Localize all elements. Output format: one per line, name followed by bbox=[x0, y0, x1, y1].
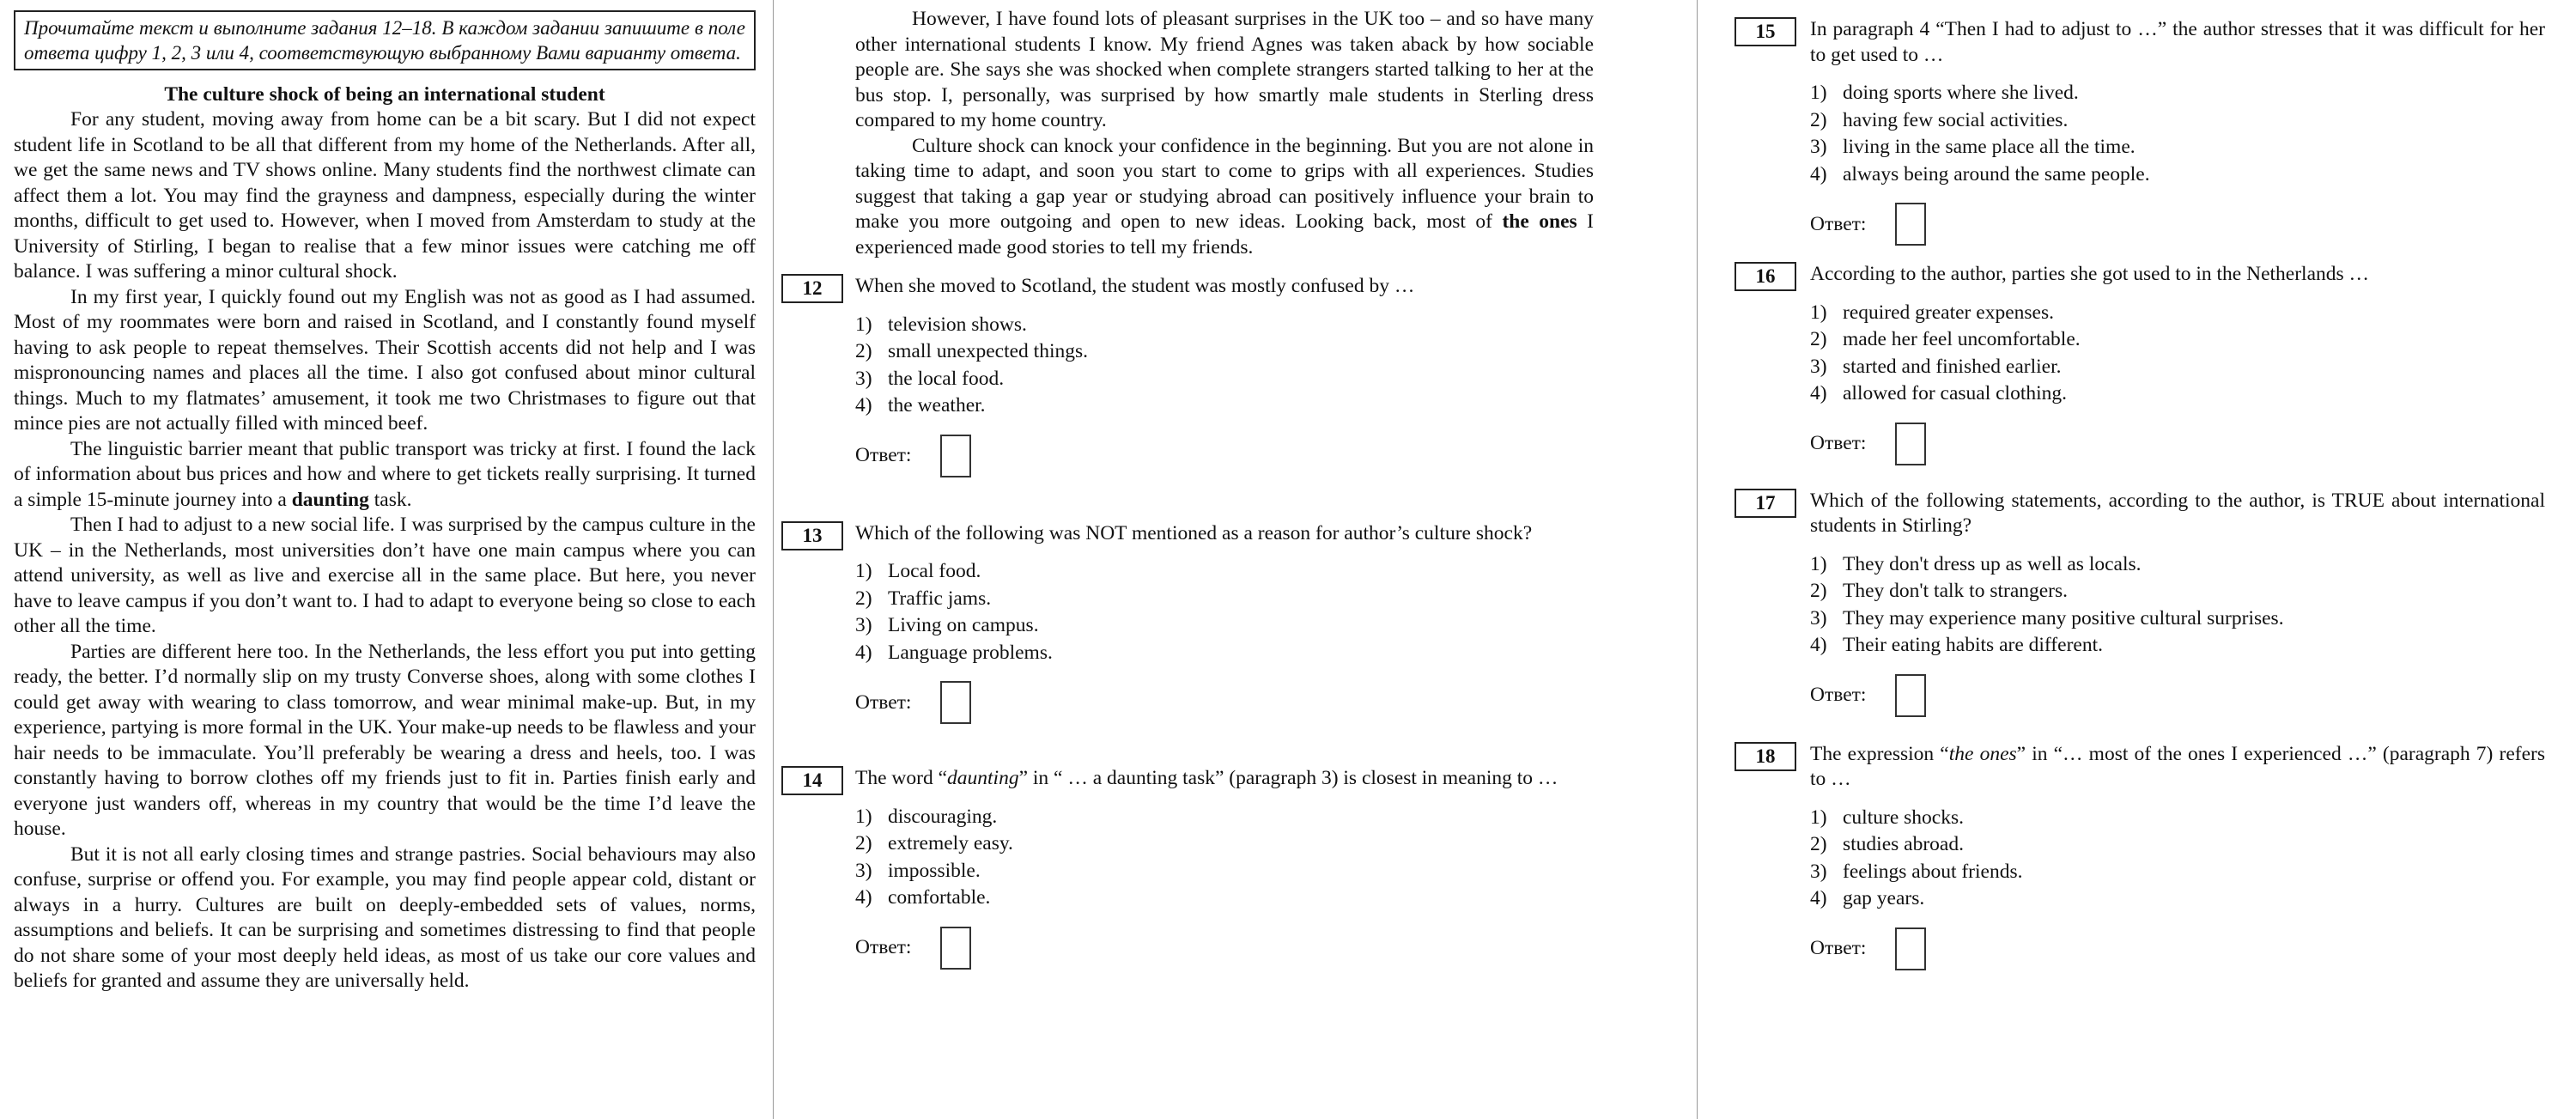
answer-option bbox=[855, 312, 1594, 339]
option-text: They don't talk to strangers. bbox=[1843, 580, 2069, 602]
option-number: 2) bbox=[855, 587, 872, 610]
question-text: Which of the following statements, according to the author, is TRUE about international students in Stirling? bbox=[1810, 489, 2545, 537]
option-text: feelings about friends. bbox=[1843, 860, 2023, 883]
answer-options bbox=[1810, 805, 2545, 913]
option-text: living in the same place all the time. bbox=[1843, 136, 2136, 158]
answer-row bbox=[1810, 202, 2545, 246]
option-text: small unexpected things. bbox=[888, 340, 1088, 362]
option-number: 4) bbox=[1810, 382, 1827, 404]
question-text: According to the author, parties she got used to in the Netherlands … bbox=[1810, 263, 2370, 285]
option-text: They don't dress up as well as locals. bbox=[1843, 552, 2142, 575]
question-number: 12 bbox=[781, 274, 843, 303]
question-text: Which of the following was NOT mentioned as a reason for author’s culture shock? bbox=[855, 521, 1533, 544]
question-17 bbox=[1735, 489, 2545, 718]
question-number: 17 bbox=[1735, 489, 1796, 518]
question-number: 13 bbox=[781, 521, 843, 550]
option-text: Language problems. bbox=[888, 641, 1053, 664]
answer-option bbox=[1810, 300, 2545, 327]
answer-box[interactable] bbox=[1895, 674, 1926, 717]
option-number: 1) bbox=[1810, 806, 1827, 829]
option-text: allowed for casual clothing. bbox=[1843, 382, 2068, 404]
option-text: extremely easy. bbox=[888, 832, 1013, 854]
paragraph-3-text: The linguistic barrier meant that public transport was tricky at first. I found the lack of information about bus prices and how and where to get tickets really surprising. It turned a simple 15-minute journey into a daunting task. bbox=[14, 437, 756, 511]
option-number: 1) bbox=[1810, 82, 1827, 104]
option-text: gap years. bbox=[1843, 887, 1925, 909]
option-text: required greater expenses. bbox=[1843, 301, 2054, 324]
answer-label: Ответ: bbox=[855, 936, 912, 958]
answer-option bbox=[1810, 134, 2545, 161]
answer-label: Ответ: bbox=[855, 690, 912, 714]
answer-options bbox=[1810, 80, 2545, 188]
answer-row bbox=[855, 680, 1594, 725]
answer-option bbox=[1810, 354, 2545, 381]
answer-option bbox=[1810, 632, 2545, 660]
option-number: 1) bbox=[1810, 552, 1827, 575]
answer-option bbox=[1810, 885, 2545, 913]
option-number: 3) bbox=[1810, 860, 1827, 883]
option-text: doing sports where she lived. bbox=[1843, 82, 2079, 104]
answer-option bbox=[855, 392, 1594, 420]
answer-box[interactable] bbox=[940, 681, 971, 724]
question-text: The expression “the ones” in “… most of the ones I experienced …” (paragraph 7) refers to … bbox=[1810, 742, 2545, 790]
option-text: comfortable. bbox=[888, 886, 991, 909]
article-paragraph-6: But it is not all early closing times and strange pastries. Social behaviours may also confuse, surprise or offend you. For example, you may find people appear cold, distant or always in a hurry. Cultures are built on deeply-embedded sets of values, norms, assumptions and beliefs. It can be surprising and sometimes distressing to find that people do not share some of your most deeply held ideas, as most of us take our core values and beliefs for granted and assume they are universally held. bbox=[14, 842, 756, 992]
answer-row bbox=[1810, 673, 2545, 718]
option-text: the weather. bbox=[888, 394, 986, 417]
answer-options bbox=[855, 804, 1594, 912]
option-number: 3) bbox=[1810, 136, 1827, 158]
article-paragraph-5: Parties are different here too. In the Netherlands, the less effort you put into getting ready, the better. I’d normally slip on my trusty Converse shoes, along with some clothes I could get away with wearing to class tomorrow, and wear minimal make-up. But, in my experience, partying is more formal in the UK. Your make-up needs to be flawless and your hair needs to be immaculate. You’ll preferably be wearing a dress and heels, too. I was constantly having to borrow clothes off my friends just to fit in. Parties finish early and everyone just wanders off, whereas in my country that would be the time I’d leave the house. bbox=[14, 640, 756, 840]
option-text: Traffic jams. bbox=[888, 587, 992, 610]
article-paragraph-8 bbox=[855, 134, 1594, 261]
paragraph-8-text: Culture shock can knock your confidence in the beginning. But you are not alone in taking time to adapt, and soon you start to come to grips with all experiences. Studies suggest that taking a gap year or studying abroad can positively influence your brain to make you more outgoing and open to new ideas. Looking back, most of the ones I experienced made good stories to tell my friends. bbox=[855, 134, 1594, 258]
emphasized-word: the ones bbox=[1502, 210, 1577, 233]
option-number: 1) bbox=[855, 560, 872, 582]
column-divider-right bbox=[1697, 0, 1698, 1119]
quoted-term: daunting bbox=[947, 767, 1019, 789]
answer-row bbox=[1810, 422, 2545, 466]
instruction-box: Прочитайте текст и выполните задания 12–18. В каждом задании запишите в поле ответа цифру 1, 2, 3 или 4, соответствующую выбранному Вами варианту ответа. bbox=[14, 10, 756, 70]
emphasized-word: daunting bbox=[291, 488, 369, 511]
answer-option bbox=[1810, 859, 2545, 886]
answer-option bbox=[1810, 161, 2545, 189]
option-number: 2) bbox=[1810, 328, 1827, 350]
answer-option bbox=[1810, 805, 2545, 832]
question-18 bbox=[1735, 742, 2545, 971]
article-title: The culture shock of being an international student bbox=[164, 83, 605, 106]
answer-option bbox=[1810, 551, 2545, 579]
option-number: 3) bbox=[1810, 355, 1827, 378]
answer-box[interactable] bbox=[940, 435, 971, 477]
question-15 bbox=[1735, 17, 2545, 246]
option-number: 4) bbox=[1810, 634, 1827, 656]
answer-option bbox=[1810, 605, 2545, 633]
article-paragraph-3 bbox=[14, 437, 756, 514]
right-column bbox=[1735, 0, 2545, 971]
answer-option bbox=[1810, 380, 2545, 408]
question-number: 16 bbox=[1735, 262, 1796, 291]
answer-option bbox=[855, 830, 1594, 858]
question-number: 14 bbox=[781, 766, 843, 795]
question-text: The word “daunting” in “ … a daunting task” (paragraph 3) is closest in meaning to … bbox=[855, 767, 1558, 789]
answer-option bbox=[1810, 326, 2545, 354]
answer-box[interactable] bbox=[940, 927, 971, 970]
answer-row bbox=[1810, 927, 2545, 971]
answer-option bbox=[1810, 578, 2545, 605]
option-text: always being around the same people. bbox=[1843, 162, 2150, 185]
answer-label: Ответ: bbox=[1810, 212, 1867, 235]
option-number: 4) bbox=[855, 394, 872, 417]
answer-option bbox=[855, 558, 1594, 586]
option-number: 4) bbox=[855, 641, 872, 664]
answer-option bbox=[855, 338, 1594, 366]
answer-option bbox=[855, 612, 1594, 640]
question-number: 18 bbox=[1735, 742, 1796, 771]
answer-option bbox=[1810, 80, 2545, 107]
article-paragraph-7: However, I have found lots of pleasant surprises in the UK too – and so have many other international students I know. My friend Agnes was taken aback by how sociable people are. She says she was shocked when complete strangers started talking to her at the bus stop. I, personally, was surprised by how smartly male students in Sterling dress compared to my home country. bbox=[855, 8, 1594, 131]
answer-option bbox=[855, 586, 1594, 613]
option-number: 3) bbox=[855, 367, 872, 390]
quoted-term: the ones bbox=[1948, 742, 2017, 765]
middle-column bbox=[781, 0, 1594, 970]
answer-option bbox=[855, 885, 1594, 912]
answer-label: Ответ: bbox=[855, 444, 912, 466]
column-divider-left bbox=[773, 0, 774, 1119]
option-number: 2) bbox=[1810, 108, 1827, 131]
question-number: 15 bbox=[1735, 17, 1796, 46]
answer-options bbox=[1810, 300, 2545, 408]
article-paragraph-1: For any student, moving away from home can be a bit scary. But I did not expect student life in Scotland to be all that different from my home of the Netherlands. After all, we get the same news and TV shows online. Many students find the northwest climate can affect them a lot. You may find the grayness and dampness, especially during the winter months, difficult to get used to. However, when I moved from Amsterdam to study at the University of Stirling, I began to realise that a few minor issues were catching me off balance. I was suffering a minor cultural shock. bbox=[14, 108, 756, 283]
answer-box[interactable] bbox=[1895, 203, 1926, 246]
option-number: 1) bbox=[855, 805, 872, 828]
answer-option bbox=[1810, 831, 2545, 859]
answer-row bbox=[855, 926, 1594, 970]
answer-label: Ответ: bbox=[1810, 937, 1867, 959]
answer-box[interactable] bbox=[1895, 423, 1926, 465]
question-text: When she moved to Scotland, the student was mostly confused by … bbox=[855, 275, 1415, 297]
option-text: culture shocks. bbox=[1843, 806, 1964, 829]
option-number: 2) bbox=[855, 340, 872, 362]
answer-options bbox=[1810, 551, 2545, 660]
option-number: 3) bbox=[1810, 606, 1827, 629]
option-text: having few social activities. bbox=[1843, 108, 2069, 131]
option-text: Living on campus. bbox=[888, 614, 1039, 636]
answer-option bbox=[855, 640, 1594, 667]
option-text: discouraging. bbox=[888, 805, 998, 828]
option-text: studies abroad. bbox=[1843, 833, 1964, 855]
answer-box[interactable] bbox=[1895, 927, 1926, 970]
option-text: Their eating habits are different. bbox=[1843, 634, 2103, 656]
answer-label: Ответ: bbox=[1810, 432, 1867, 454]
option-number: 3) bbox=[855, 614, 872, 636]
option-number: 4) bbox=[1810, 162, 1827, 185]
answer-label: Ответ: bbox=[1810, 684, 1867, 706]
question-13 bbox=[781, 521, 1594, 726]
answer-option bbox=[1810, 107, 2545, 135]
option-number: 4) bbox=[855, 886, 872, 909]
option-text: started and finished earlier. bbox=[1843, 355, 2062, 378]
answer-option bbox=[855, 804, 1594, 831]
option-text: made her feel uncomfortable. bbox=[1843, 328, 2081, 350]
option-number: 4) bbox=[1810, 887, 1827, 909]
article-column bbox=[14, 0, 756, 994]
question-14 bbox=[781, 766, 1594, 970]
answer-options bbox=[855, 558, 1594, 666]
question-text: In paragraph 4 “Then I had to adjust to …” the author stresses that it was difficult for her to get used to … bbox=[1810, 18, 2545, 66]
option-text: impossible. bbox=[888, 859, 981, 882]
option-text: television shows. bbox=[888, 313, 1027, 336]
option-number: 3) bbox=[855, 859, 872, 882]
answer-option bbox=[855, 858, 1594, 885]
option-number: 2) bbox=[1810, 833, 1827, 855]
answer-options bbox=[855, 312, 1594, 420]
option-text: the local food. bbox=[888, 367, 1005, 390]
question-12 bbox=[781, 274, 1594, 478]
option-number: 2) bbox=[1810, 580, 1827, 602]
option-text: Local food. bbox=[888, 560, 981, 582]
answer-option bbox=[855, 366, 1594, 393]
option-number: 1) bbox=[855, 313, 872, 336]
option-number: 2) bbox=[855, 832, 872, 854]
article-paragraph-4: Then I had to adjust to a new social life. I was surprised by the campus culture in the UK – in the Netherlands, most universities don’t have one main campus where you can attend university, as well as live and exercise all in the same place. But here, you never have to leave campus if you don’t want to. I had to adapt to everyone being so close to each other all the time. bbox=[14, 514, 756, 637]
question-16 bbox=[1735, 262, 2545, 466]
option-text: They may experience many positive cultural surprises. bbox=[1843, 606, 2284, 629]
answer-row bbox=[855, 434, 1594, 478]
article-paragraph-2: In my first year, I quickly found out my English was not as good as I had assumed. Most of my roommates were born and raised in Scotland, and I constantly found myself having to ask people to repeat themselves. Their Scottish accents did not help and I was mispronouncing names and places all the time. I also got confused about minor cultural things. Much to my flatmates’ amusement, it took me two Christmases to figure out that mince pies are not actually filled with minced beef. bbox=[14, 285, 756, 435]
option-number: 1) bbox=[1810, 301, 1827, 324]
